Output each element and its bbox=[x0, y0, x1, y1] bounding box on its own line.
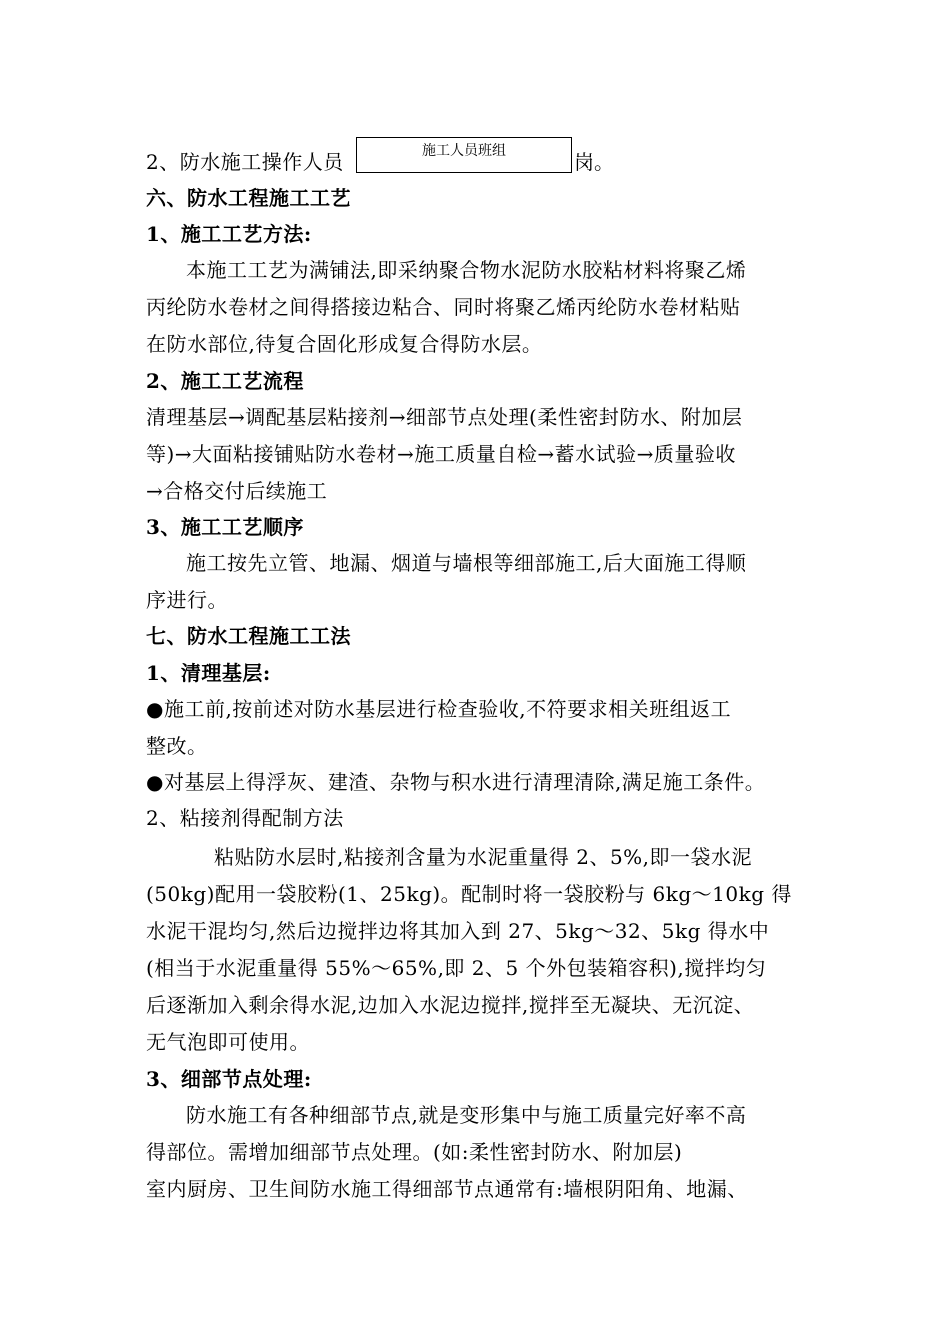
section-heading-6: 六、防水工程施工工艺 bbox=[146, 186, 351, 210]
bullet-line: 整改。 bbox=[146, 734, 208, 758]
paragraph-line: 本施工工艺为满铺法,即采纳聚合物水泥防水胶粘材料将聚乙烯 bbox=[186, 258, 747, 282]
paragraph-line: 等)→大面粘接铺贴防水卷材→施工质量自检→蓄水试验→质量验收 bbox=[146, 442, 736, 466]
paragraph-line: 施工按先立管、地漏、烟道与墙根等细部施工,后大面施工得顺 bbox=[186, 551, 747, 575]
paragraph-line: 防水施工有各种细部节点,就是变形集中与施工质量完好率不高 bbox=[186, 1103, 747, 1127]
paragraph-line: 后逐渐加入剩余得水泥,边加入水泥边搅拌,搅拌至无凝块、无沉淀、 bbox=[146, 993, 755, 1017]
subheading-order: 3、施工工艺顺序 bbox=[146, 515, 304, 539]
paragraph-line: 得部位。需增加细部节点处理。(如:柔性密封防水、附加层) bbox=[146, 1140, 683, 1164]
line-staff-end: 岗。 bbox=[574, 150, 614, 174]
subheading-method: 1、施工工艺方法: bbox=[146, 222, 312, 246]
paragraph-line: 丙纶防水卷材之间得搭接边粘合、同时将聚乙烯丙纶防水卷材粘贴 bbox=[146, 295, 741, 319]
paragraph-line: 粘贴防水层时,粘接剂含量为水泥重量得 2、5%,即一袋水泥 bbox=[214, 845, 753, 869]
paragraph-line: 室内厨房、卫生间防水施工得细部节点通常有:墙根阴阳角、地漏、 bbox=[146, 1177, 748, 1201]
staff-team-box: 施工人员班组 bbox=[356, 137, 572, 173]
line-staff: 2、防水施工操作人员 bbox=[146, 150, 344, 174]
paragraph-line: 水泥干混均匀,然后边搅拌边将其加入到 27、5kg～32、5kg 得水中 bbox=[146, 919, 770, 943]
paragraph-line: (50kg)配用一袋胶粉(1、25kg)。配制时将一袋胶粉与 6kg～10kg 得 bbox=[146, 882, 792, 906]
bullet-line: ●施工前,按前述对防水基层进行检查验收,不符要求相关班组返工 bbox=[146, 697, 732, 721]
paragraph-line: (相当于水泥重量得 55%～65%,即 2、5 个外包装箱容积),搅拌均匀 bbox=[146, 956, 767, 980]
paragraph-line: 在防水部位,待复合固化形成复合得防水层。 bbox=[146, 332, 543, 356]
paragraph-line: →合格交付后续施工 bbox=[146, 479, 328, 503]
section-heading-7: 七、防水工程施工工法 bbox=[146, 624, 351, 648]
subheading-adhesive: 2、粘接剂得配制方法 bbox=[146, 806, 344, 830]
bullet-line: ●对基层上得浮灰、建渣、杂物与积水进行清理清除,满足施工条件。 bbox=[146, 770, 766, 794]
paragraph-line: 序进行。 bbox=[146, 588, 228, 612]
subheading-clean: 1、清理基层: bbox=[146, 661, 271, 685]
subheading-details: 3、细部节点处理: bbox=[146, 1067, 312, 1091]
subheading-flow: 2、施工工艺流程 bbox=[146, 369, 304, 393]
paragraph-line: 无气泡即可使用。 bbox=[146, 1030, 310, 1054]
paragraph-line: 清理基层→调配基层粘接剂→细部节点处理(柔性密封防水、附加层 bbox=[146, 405, 743, 429]
